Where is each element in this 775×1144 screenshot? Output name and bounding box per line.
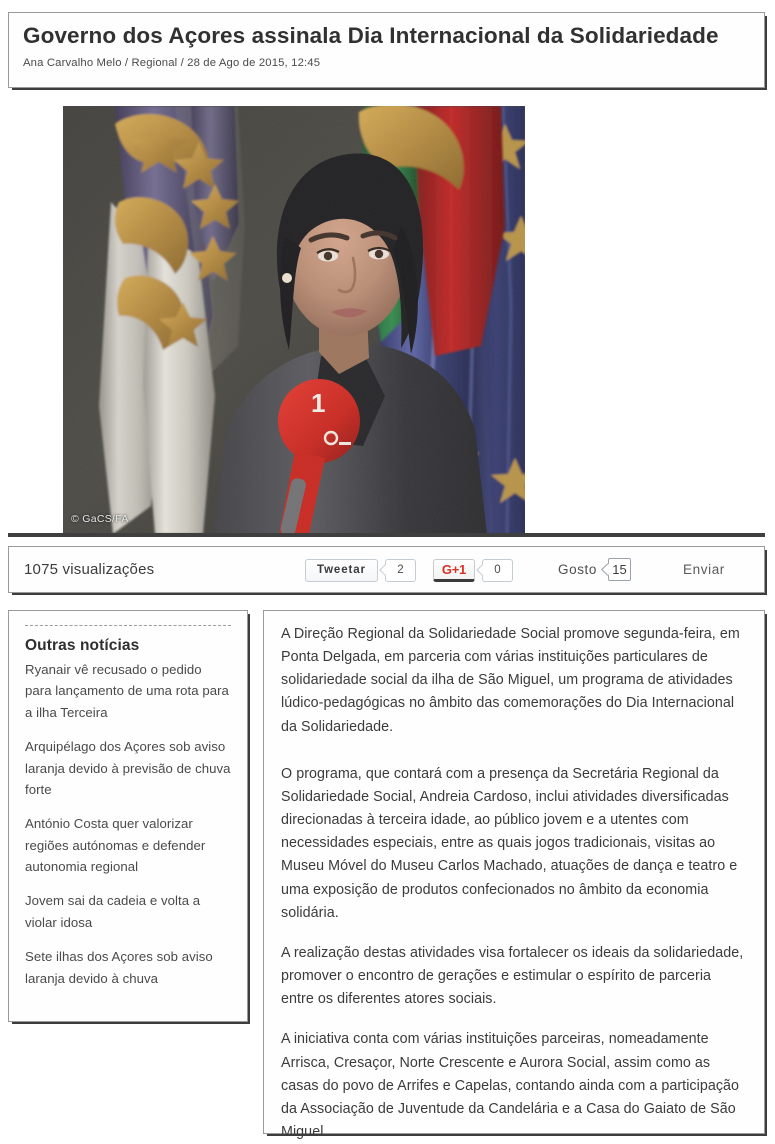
sidebar-title: Outras notícias xyxy=(25,637,140,654)
gplus-g-label: G xyxy=(441,561,452,577)
article-paragraph-3: A iniciativa conta com várias instituições parceiras, nomeadamente Arrisca, Cresaçor, Norte Crescente e Aurora Social, assim como as casas do povo de Arrifes e Capelas, contando ainda com a participação da Associação de Juventude da Candelária e a Casa do Gaiato de São Miguel. xyxy=(281,1031,740,1140)
article-photo xyxy=(63,106,525,534)
sidebar-item-0[interactable]: Ryanair vê recusado o pedido para lançamento de uma rota para a ilha Terceira xyxy=(25,662,229,720)
article-paragraph-1: O programa, que contará com a presença da Secretária Regional da Solidariedade Social, Andreia Cardoso, inclui atividades diversificadas direcionadas à terceira idade, ao público jovem e a utentes com necessidades especiais, entre as quais jogos tradicionais, visitas ao Museu Móvel do Museu Carlos Machado, atuações de dança e teatro e uma exposição de produtos confecionados no âmbito da economia solidária. xyxy=(281,765,738,921)
sidebar-item-1[interactable]: Arquipélago dos Açores sob aviso laranja devido à previsão de chuva forte xyxy=(25,739,231,797)
article-paragraph-0: A Direção Regional da Solidariedade Social promove segunda-feira, em Ponta Delgada, em parceria com várias instituições particulares de solidariedade social da ilha de São Miguel, um programa de atividades lúdico-pedagógicas no âmbito das comemorações do Dia Internacional da Solidariedade. xyxy=(281,626,740,735)
gplus-plus-label: +1 xyxy=(451,561,466,577)
social-share-bar xyxy=(8,546,765,593)
view-count: 1075 visualizações xyxy=(24,561,155,578)
facebook-group xyxy=(558,558,725,581)
page-title: Governo dos Açores assinala Dia Internacional da Solidariedade xyxy=(23,23,719,48)
twitter-label: Tweetar xyxy=(317,564,366,576)
facebook-like-count-bubble[interactable] xyxy=(608,558,631,581)
article-paragraph-2: A realização destas atividades visa fortalecer os ideais da solidariedade, promover o encontro de gerações e estimular o espírito de parceria entre os diferentes atores sociais. xyxy=(281,944,744,1008)
facebook-like-count: 15 xyxy=(612,562,627,577)
facebook-send-button[interactable]: Enviar xyxy=(683,562,725,577)
sidebar-item-4[interactable]: Sete ilhas dos Açores sob aviso laranja devido à chuva xyxy=(25,949,213,986)
sidebar-item-2[interactable]: António Costa quer valorizar regiões autónomas e defender autonomia regional xyxy=(25,816,206,874)
google-plus-one-button[interactable] xyxy=(433,559,475,582)
photo-credit: © GaCS/FA xyxy=(71,513,129,525)
sidebar-item-3[interactable]: Jovem sai da cadeia e volta a violar idosa xyxy=(25,893,201,930)
share-buttons-group xyxy=(305,556,513,584)
article-byline: Ana Carvalho Melo / Regional / 28 de Ago de 2015, 12:45 xyxy=(23,57,321,70)
twitter-count-bubble[interactable] xyxy=(385,559,416,582)
article-photo-image xyxy=(63,106,525,534)
twitter-count: 2 xyxy=(397,564,404,576)
photo-bottom-rule xyxy=(8,533,765,537)
google-plus-count-bubble[interactable] xyxy=(482,559,513,582)
twitter-tweet-button[interactable] xyxy=(305,559,378,582)
facebook-like-button[interactable]: Gosto xyxy=(558,562,598,577)
sidebar-other-news xyxy=(8,610,248,1022)
sidebar-divider xyxy=(25,625,231,626)
article-body xyxy=(263,610,765,1140)
article-header xyxy=(8,12,765,88)
gplus-count: 0 xyxy=(494,564,501,576)
